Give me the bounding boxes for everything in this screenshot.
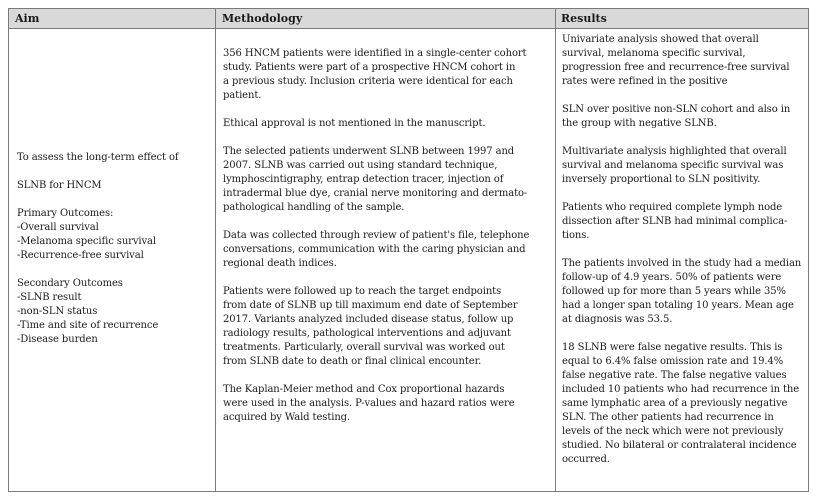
methodology-paragraph: The Kaplan-Meier method and Cox proportional hazards were used in the analysis. P-values and hazard ratios were acquired by Wald testing. bbox=[223, 384, 515, 423]
column-divider bbox=[215, 9, 216, 491]
methodology-cell bbox=[223, 47, 551, 425]
aim-intro-line-2: SLNB for HNCM bbox=[17, 180, 102, 191]
methodology-paragraph: Data was collected through review of patient's file, telephone conversations, communication with the caring physician and regional death indices. bbox=[223, 230, 530, 269]
results-paragraph: 18 SLNB were false negative results. This is equal to 6.4% false omission rate and 19.4% false negative rate. The false negative values included 10 patients who had recurrence in the same lymphatic area of a previously negative SLN. The other patients had recurrence in levels of the neck which were not previously studied. No bilateral or contralateral incidence occurred. bbox=[562, 342, 800, 465]
methodology-paragraph: 356 HNCM patients were identified in a single-center cohort study. Patients were part of a prospective HNCM cohort in a previous study. Inclusion criteria were identical for each patient. bbox=[223, 48, 527, 101]
summary-table bbox=[8, 8, 809, 492]
table-header-row bbox=[9, 9, 808, 29]
primary-outcome-item: -Recurrence-free survival bbox=[17, 250, 144, 261]
secondary-outcome-item: -SLNB result bbox=[17, 292, 82, 303]
results-cell bbox=[562, 33, 806, 467]
results-paragraph: Multivariate analysis highlighted that overall survival and melanoma specific survival was inversely proportional to SLN positivity. bbox=[562, 146, 787, 185]
aim-intro-line-1: To assess the long-term effect of bbox=[17, 152, 179, 163]
methodology-paragraph: The selected patients underwent SLNB between 1997 and 2007. SLNB was carried out using standard technique, lymphoscintigraphy, entrap detection tracer, injection of intradermal blue dye, cranial nerve monitoring and dermato- pathological handling of the sample. bbox=[223, 146, 528, 213]
results-paragraph: Univariate analysis showed that overall survival, melanoma specific survival, progression free and recurrence-free survival rates were refined in the positive bbox=[562, 34, 790, 87]
header-results: Results bbox=[561, 12, 607, 25]
header-methodology: Methodology bbox=[222, 12, 303, 25]
primary-outcome-item: -Melanoma specific survival bbox=[17, 236, 157, 247]
results-paragraph: Patients who required complete lymph node dissection after SLNB had minimal complica- tions. bbox=[562, 202, 788, 241]
methodology-paragraph: Ethical approval is not mentioned in the manuscript. bbox=[223, 118, 486, 129]
primary-outcome-item: -Overall survival bbox=[17, 222, 99, 233]
results-paragraph: The patients involved in the study had a median follow-up of 4.9 years. 50% of patients were followed up for more than 5 years while 35% had a longer span totaling 10 years. Mean age at diagnosis was 53.5. bbox=[562, 258, 802, 325]
primary-outcomes-title: Primary Outcomes: bbox=[17, 208, 114, 219]
secondary-outcome-item: -Disease burden bbox=[17, 334, 98, 345]
aim-cell bbox=[17, 151, 211, 347]
results-paragraph: SLN over positive non-SLN cohort and also in the group with negative SLNB. bbox=[562, 104, 791, 129]
header-aim: Aim bbox=[15, 12, 40, 25]
methodology-paragraph: Patients were followed up to reach the target endpoints from date of SLNB up till maximum end date of September 2017. Variants analyzed included disease status, follow up radiology results, pathological interventions and adjuvant treatments. Particularly, overall survival was worked out from SLNB date to death or final clinical encounter. bbox=[223, 286, 518, 367]
column-divider bbox=[555, 9, 556, 491]
secondary-outcomes-title: Secondary Outcomes bbox=[17, 278, 123, 289]
secondary-outcome-item: -Time and site of recurrence bbox=[17, 320, 159, 331]
secondary-outcome-item: -non-SLN status bbox=[17, 306, 98, 317]
